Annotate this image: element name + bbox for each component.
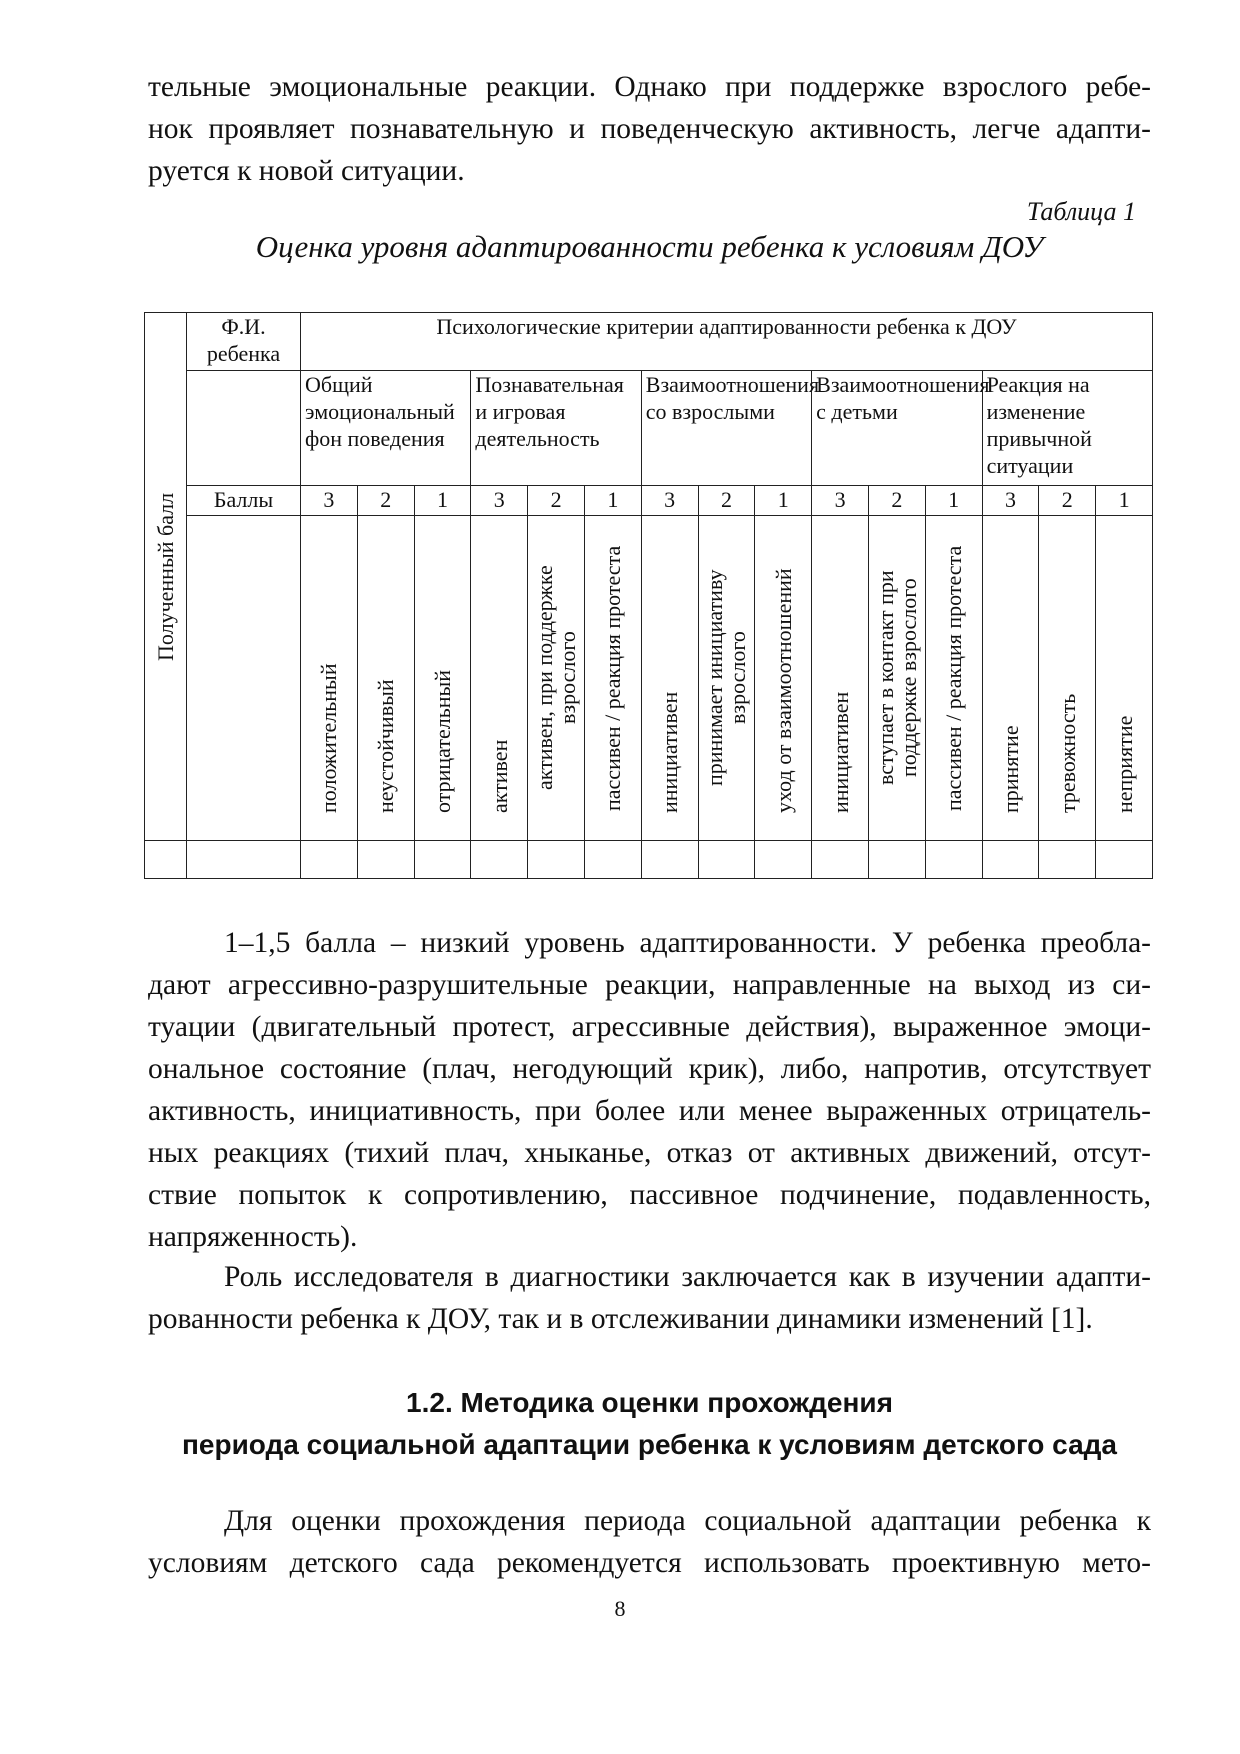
- descriptor-cell: [471, 516, 528, 841]
- score-cell: 1: [925, 486, 982, 516]
- text-line: ональное состояние (плач, негодующий крик), либо, напротив, отсутствует: [148, 1053, 1151, 1085]
- empty-cell: [755, 841, 812, 879]
- descriptor-text: пассивен / реакция протеста: [941, 545, 967, 811]
- empty-cell: [925, 841, 982, 879]
- descriptor-text: вступает в контакт при поддержке взрослого: [872, 570, 921, 786]
- score-cell: 3: [982, 486, 1039, 516]
- descriptor-cell: [698, 516, 755, 841]
- child-name-header: Ф.И. ребенка: [187, 313, 301, 371]
- descriptor-cell: [812, 516, 869, 841]
- score-cell: 1: [1096, 486, 1153, 516]
- descriptor-text: инициативен: [657, 691, 683, 813]
- scores-row: [145, 486, 1153, 516]
- empty-cell: [187, 371, 301, 486]
- empty-cell: [698, 841, 755, 879]
- descriptor-text: тревожность: [1054, 693, 1080, 813]
- score-cell: 1: [584, 486, 641, 516]
- descriptor-text: уход от взаимоотношений: [770, 568, 796, 813]
- header-row: [145, 313, 1153, 371]
- descriptors-row: [145, 516, 1153, 841]
- descriptor-text: пассивен / реакция протеста: [600, 545, 626, 811]
- descriptor-cell: [357, 516, 414, 841]
- descriptor-text: принятие: [997, 725, 1023, 813]
- group-reaction-change: Реакция на изменение привычной ситуации: [982, 371, 1152, 486]
- empty-cell: [187, 516, 301, 841]
- role-paragraph: [148, 1256, 1151, 1340]
- section-heading: [148, 1382, 1151, 1466]
- empty-cell: [301, 841, 358, 879]
- text-line: активность, инициативность, при более или менее выраженных отрицатель-: [148, 1095, 1151, 1127]
- section-heading-line: 1.2. Методика оценки прохождения: [406, 1387, 893, 1418]
- descriptor-cell: [584, 516, 641, 841]
- descriptor-text: неустойчивый: [373, 679, 399, 813]
- table-title: Оценка уровня адаптированности ребенка к условиям ДОУ: [255, 229, 1044, 264]
- score-cell: 3: [471, 486, 528, 516]
- score-cell: 1: [414, 486, 471, 516]
- text-line: Для оценки прохождения периода социальной адаптации ребенка к: [224, 1505, 1151, 1537]
- score-cell: 2: [528, 486, 585, 516]
- intro-paragraph: [148, 66, 1151, 192]
- descriptor-cell: [1096, 516, 1153, 841]
- descriptor-text: активен, при поддержке взрослого: [532, 565, 581, 791]
- score-cell: 3: [812, 486, 869, 516]
- descriptor-cell: [982, 516, 1039, 841]
- low-level-paragraph: [148, 922, 1151, 1258]
- empty-cell: [528, 841, 585, 879]
- empty-cell: [868, 841, 925, 879]
- descriptor-cell: [925, 516, 982, 841]
- text-line: дают агрессивно-разрушительные реакции, направленные на выход из си-: [148, 969, 1151, 1001]
- side-header-cell: [145, 313, 187, 841]
- descriptor-text: отрицательный: [429, 669, 455, 813]
- empty-cell: [357, 841, 414, 879]
- section-heading-line: периода социальной адаптации ребенка к условиям детского сада: [182, 1429, 1117, 1460]
- empty-cell: [187, 841, 301, 879]
- score-cell: 2: [357, 486, 414, 516]
- text-line: тельные эмоциональные реакции. Однако при поддержке взрослого ребе-: [148, 71, 1151, 103]
- score-cell: 3: [301, 486, 358, 516]
- descriptor-cell: [868, 516, 925, 841]
- text-line: напряженность).: [148, 1221, 358, 1253]
- descriptor-cell: [755, 516, 812, 841]
- empty-cell: [584, 841, 641, 879]
- text-line: ных реакциях (тихий плач, хныканье, отказ от активных движений, отсут-: [148, 1137, 1151, 1169]
- adaptation-assessment-table: [144, 312, 1153, 879]
- descriptor-cell: [301, 516, 358, 841]
- descriptor-cell: [641, 516, 698, 841]
- group-emotional-background: Общий эмоциональный фон поведения: [301, 371, 471, 486]
- text-line: Роль исследователя в диагностики заключается как в изучении адапти-: [224, 1261, 1151, 1293]
- empty-cell: [414, 841, 471, 879]
- text-line: условиям детского сада рекомендуется использовать проективную мето-: [148, 1547, 1151, 1579]
- method-paragraph: [148, 1500, 1151, 1584]
- score-cell: 2: [868, 486, 925, 516]
- score-cell: 3: [641, 486, 698, 516]
- empty-cell: [145, 841, 187, 879]
- descriptor-text: активен: [486, 739, 512, 813]
- empty-cell: [471, 841, 528, 879]
- group-cognitive-play: Познавательная и игровая деятельность: [471, 371, 641, 486]
- empty-cell: [1039, 841, 1096, 879]
- page-number: 8: [614, 1596, 626, 1621]
- empty-data-row: [145, 841, 1153, 879]
- text-line: ствие попыток к сопротивлению, пассивное подчинение, подавленность,: [148, 1179, 1151, 1211]
- text-line: нок проявляет познавательную и поведенческую активность, легче адапти-: [148, 113, 1151, 145]
- descriptor-text: неприятие: [1111, 715, 1137, 813]
- score-cell: 1: [755, 486, 812, 516]
- criteria-header: Психологические критерии адаптированности ребенка к ДОУ: [301, 313, 1153, 371]
- empty-cell: [641, 841, 698, 879]
- side-header: Полученный балл: [153, 492, 178, 661]
- descriptor-text: положительный: [316, 663, 342, 813]
- score-cell: 2: [698, 486, 755, 516]
- groups-row: [145, 371, 1153, 486]
- table-label: Таблица 1: [1026, 197, 1136, 226]
- group-relations-children: Взаимоотношения с детьми: [812, 371, 982, 486]
- descriptor-text: принимает инициативу взрослого: [702, 569, 751, 787]
- text-line: туации (двигательный протест, агрессивные действия), выраженное эмоци-: [148, 1011, 1151, 1043]
- empty-cell: [1096, 841, 1153, 879]
- text-line: рованности ребенка к ДОУ, так и в отслеживании динамики изменений [1].: [148, 1303, 1093, 1335]
- empty-cell: [982, 841, 1039, 879]
- descriptor-cell: [1039, 516, 1096, 841]
- group-relations-adults: Взаимоотношения со взрослыми: [641, 371, 811, 486]
- scores-label: Баллы: [187, 486, 301, 516]
- descriptor-cell: [528, 516, 585, 841]
- empty-cell: [812, 841, 869, 879]
- descriptor-cell: [414, 516, 471, 841]
- text-line: руется к новой ситуации.: [148, 155, 465, 187]
- score-cell: 2: [1039, 486, 1096, 516]
- descriptor-text: инициативен: [827, 691, 853, 813]
- text-line: 1–1,5 балла – низкий уровень адаптированности. У ребенка преобла-: [224, 927, 1151, 959]
